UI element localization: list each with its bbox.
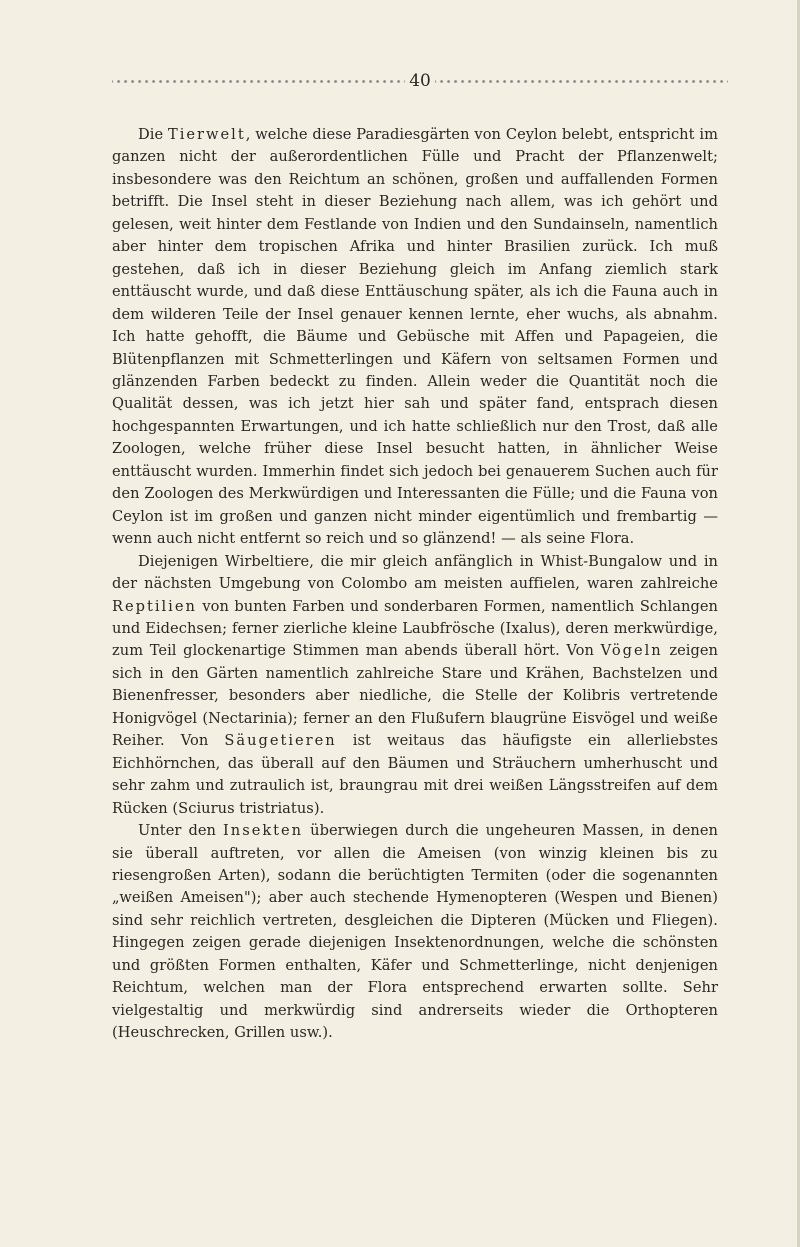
emphasized-term: Säugetieren: [224, 732, 337, 750]
text-run: Diejenigen Wirbeltiere, die mir gleich anfänglich in Whist-Bungalow und in der nächsten Umgebung von Colombo am meisten auffielen, waren zahlreiche: [112, 552, 718, 593]
text-run: , welche diese Paradiesgärten von Ceylon belebt, entspricht im ganzen nicht der außerordentlichen Fülle und Pracht der Pflanzenwelt; insbesondere was den Reichtum an schönen, großen und auffallenden Formen betrifft. Die Insel steht in dieser Beziehung nach allem, was ich gehört und gelesen, weit hinter dem Festlande von Indien und den Sundainseln, namentlich aber hinter dem tropischen Afrika und hinter Brasilien zurück. Ich muß gestehen, daß ich in dieser Beziehung gleich im Anfang ziemlich stark enttäuscht wurde, und daß diese Enttäuschung später, als ich die Fauna auch in dem wilderen Teile der Insel genauer kennen lernte, eher wuchs, als abnahm. Ich hatte gehofft, die Bäume und Gebüsche mit Affen und Papageien, die Blütenpflanzen mit Schmetterlingen und Käfern von seltsamen Formen und glänzenden Farben bedeckt zu finden. Allein weder die Quantität noch die Qualität dessen, was ich jetzt hier sah und später fand, entsprach diesen hochgespannten Erwartungen, und ich hatte schließlich nur den Trost, daß alle Zoologen, welche früher diese Insel besucht hatten, in ähnlicher Weise enttäuscht wurden. Immerhin findet sich jedoch bei genauerem Suchen auch für den Zoologen des Merkwürdigen und Interessanten die Fülle; und die Fauna von Ceylon ist im großen und ganzen nicht minder eigentümlich und frembartig — wenn auch nicht entfernt so reich und so glänzend! — als seine Flora.: [112, 126, 719, 548]
page-number: 40: [409, 70, 431, 91]
paragraph: [112, 551, 718, 820]
left-ornament-rule: [112, 77, 405, 86]
paragraph: [112, 820, 718, 1045]
text-run: Die: [138, 126, 169, 143]
text-run: zeigen sich in den Gärten namentlich zahlreiche Stare und Krähen, Bachstelzen und Bienenfresser, besonders aber niedliche, die Stelle der Kolibris vertretende Honigvögel (Nectarinia); ferner an den Flußufern blaugrüne Eisvögel und weiße Reiher. Von: [112, 642, 719, 750]
paragraph: [112, 124, 718, 551]
emphasized-term: Vögeln: [600, 642, 663, 660]
right-ornament-rule: [435, 77, 728, 86]
body-text: [112, 124, 718, 1045]
text-run: ist weitaus das häufigste ein allerliebstes Eichhörnchen, das überall auf den Bäumen und Sträuchern umherhuscht und sehr zahm und zutraulich ist, braungrau mit drei weißen Längsstreifen auf dem Rücken (Sciurus tristriatus).: [112, 732, 718, 817]
text-run: von bunten Farben und sonderbaren Formen, namentlich Schlangen und Eidechsen; ferner zierliche kleine Laubfrösche (Ixalus), deren merkwürdige, zum Teil glockenartige Stimmen man abends überall hört. Von: [112, 597, 718, 660]
emphasized-term: Insekten: [223, 822, 304, 840]
emphasized-term: Tierwelt: [168, 126, 246, 143]
page-header: [112, 70, 728, 92]
text-run: überwiegen durch die ungeheuren Massen, in denen sie überall auftreten, vor allen die Ameisen (von winzig kleinen bis zu riesengroßen Arten), sodann die berüchtigten Termiten (oder die sogenannten „weißen Ameisen"); aber auch stechende Hymenopteren (Wespen und Bienen) sind sehr reichlich vertreten, desgleichen die Dipteren (Mücken und Fliegen). Hingegen zeigen gerade diejenigen Insektenordnungen, welche die schönsten und größten Formen enthalten, Käfer und Schmetterlinge, nicht denjenigen Reichtum, welchen man der Flora entsprechend erwarten sollte. Sehr vielgestaltig und merkwürdig sind andrerseits wieder die Orthopteren (Heuschrecken, Grillen usw.).: [112, 822, 718, 1042]
text-run: Unter den: [138, 822, 224, 840]
emphasized-term: Reptilien: [112, 597, 197, 615]
